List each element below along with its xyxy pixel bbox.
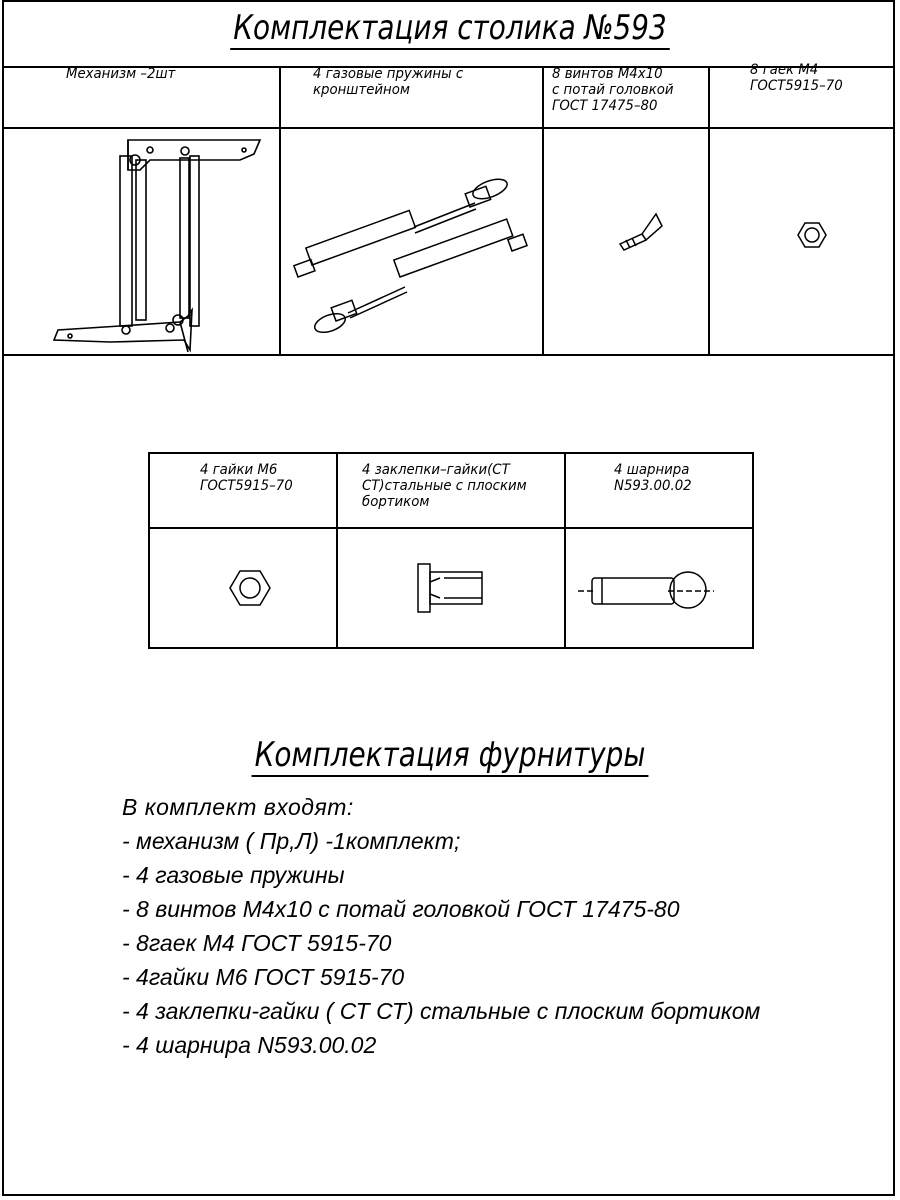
second-table-vline-1	[336, 452, 338, 649]
second-table-border-bottom	[148, 647, 753, 649]
top-table-hline-2	[2, 127, 895, 129]
nut-m6-drawing	[229, 569, 271, 607]
gas-springs-drawing	[290, 175, 530, 345]
cell-hinges-label: 4 шарнира N593.00.02	[614, 462, 692, 494]
cell-screws-label: 8 винтов М4х10 с потай головкой ГОСТ 17475–80	[552, 66, 674, 114]
kit-list-item: - 4гайки М6 ГОСТ 5915-70	[122, 964, 405, 990]
second-table-vline-2	[564, 452, 566, 649]
kit-list-item: - 8гаек М4 ГОСТ 5915-70	[122, 930, 392, 956]
kit-list-intro: В комплект входят:	[122, 794, 354, 820]
rivet-nut-drawing	[410, 562, 490, 614]
kit-list-item: - механизм ( Пр,Л) -1комплект;	[122, 828, 461, 854]
second-table-border-left	[148, 452, 150, 649]
second-table-border-right	[752, 452, 754, 649]
kit-list-item: - 4 заклепки-гайки ( СТ СТ) стальные с плоским бортиком	[122, 998, 761, 1024]
gas-spring-1	[294, 175, 510, 277]
kit-list	[122, 790, 760, 1062]
second-table-hline	[148, 527, 753, 529]
hinge-drawing	[578, 562, 718, 622]
gas-spring-2	[312, 219, 527, 336]
cell-nuts-m6-label: 4 гайки М6 ГОСТ5915–70	[200, 462, 293, 494]
cell-nuts-m4-label: 8 гаек М4 ГОСТ5915–70	[750, 62, 843, 94]
nut-m4-drawing	[797, 221, 827, 249]
top-table-vline-3	[708, 66, 710, 355]
kit-list-item: - 8 винтов М4х10 с потай головкой ГОСТ 17475-80	[122, 896, 680, 922]
section-title: Комплектация фурнитуры	[81, 735, 819, 775]
page-title: Комплектация столика №593	[81, 8, 819, 48]
second-table-border-top	[148, 452, 753, 454]
cell-gas-springs-label: 4 газовые пружины с кронштейном	[313, 66, 464, 98]
cell-mechanism-label: Механизм –2шт	[66, 66, 176, 82]
kit-list-item: - 4 шарнира N593.00.02	[122, 1032, 377, 1058]
screw-drawing	[612, 210, 672, 260]
kit-list-item: - 4 газовые пружины	[122, 862, 345, 888]
cell-rivet-nuts-label: 4 заклепки–гайки(СТ СТ)стальные с плоским бортиком	[362, 462, 527, 510]
top-table-vline-2	[542, 66, 544, 355]
mechanism-drawing	[40, 130, 280, 360]
